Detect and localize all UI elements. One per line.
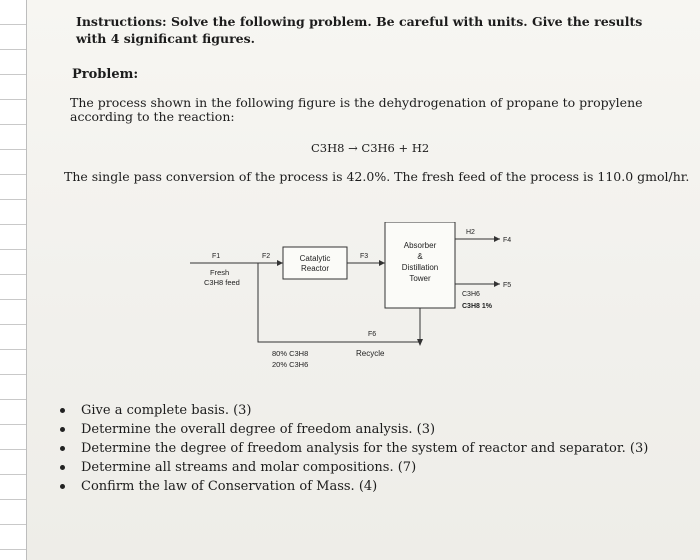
task-item [60, 477, 648, 496]
recycle-comp-1: 80% C3H8 [272, 349, 309, 358]
label-f5: F5 [503, 282, 512, 289]
label-f1: F1 [212, 253, 221, 260]
task-text: Confirm the law of Conservation of Mass. (4) [81, 479, 378, 494]
bullet-icon [60, 465, 65, 470]
task-text: Determine all streams and molar compositions. (7) [81, 460, 417, 475]
instructions-text: Instructions: Solve the following problem. Be careful with units. Give the results with 4 significant figures. [76, 14, 643, 46]
label-f2: F2 [262, 253, 271, 260]
task-item [60, 420, 648, 439]
task-item [60, 439, 648, 458]
reactor-box [283, 247, 347, 279]
stream-f2-arrow [277, 260, 283, 266]
task-text: Determine the degree of freedom analysis for the system of reactor and separator. (3) [81, 441, 649, 456]
reactor-label-1: Catalytic [299, 254, 331, 263]
label-h2: H2 [466, 229, 475, 236]
conversion-statement: The single pass conversion of the process is 42.0%. The fresh feed of the process is 110.0 gmol/hr. [64, 169, 690, 184]
task-list [60, 401, 648, 496]
reactor-label-2: Reactor [300, 264, 330, 273]
label-c3h8-note: C3H8 1% [462, 303, 492, 310]
notebook-edge [0, 0, 27, 560]
stream-f3-arrow [379, 260, 385, 266]
bullet-icon [60, 446, 65, 451]
bullet-icon [60, 427, 65, 432]
problem-intro: The process shown in the following figure is the dehydrogenation of propane to propylene according to the reaction: [70, 95, 643, 124]
task-text: Determine the overall degree of freedom analysis. (3) [81, 422, 436, 437]
tower-label-1: Absorber [403, 241, 437, 250]
label-fresh-feed: C3H8 feed [204, 278, 240, 287]
label-f3: F3 [360, 253, 369, 260]
task-item [60, 401, 648, 420]
stream-f5-arrow [494, 281, 500, 287]
label-fresh: Fresh [210, 268, 230, 277]
label-f6: F6 [368, 331, 377, 338]
task-text: Give a complete basis. (3) [81, 403, 252, 418]
label-recycle: Recycle [356, 349, 385, 358]
label-c3h6: C3H6 [462, 291, 480, 298]
recycle-comp-2: 20% C3H6 [272, 360, 309, 369]
tower-label-4: Tower [409, 274, 431, 283]
process-flow-diagram [190, 222, 530, 382]
bullet-icon [60, 484, 65, 489]
problem-heading: Problem: [72, 67, 139, 82]
tower-label-3: Distillation [401, 263, 439, 272]
reaction-equation: C3H8 → C3H6 + H2 [311, 141, 430, 155]
label-f4: F4 [503, 237, 512, 244]
stream-f4-arrow [494, 236, 500, 242]
tower-label-2: & [417, 252, 423, 261]
bullet-icon [60, 408, 65, 413]
task-item [60, 458, 648, 477]
